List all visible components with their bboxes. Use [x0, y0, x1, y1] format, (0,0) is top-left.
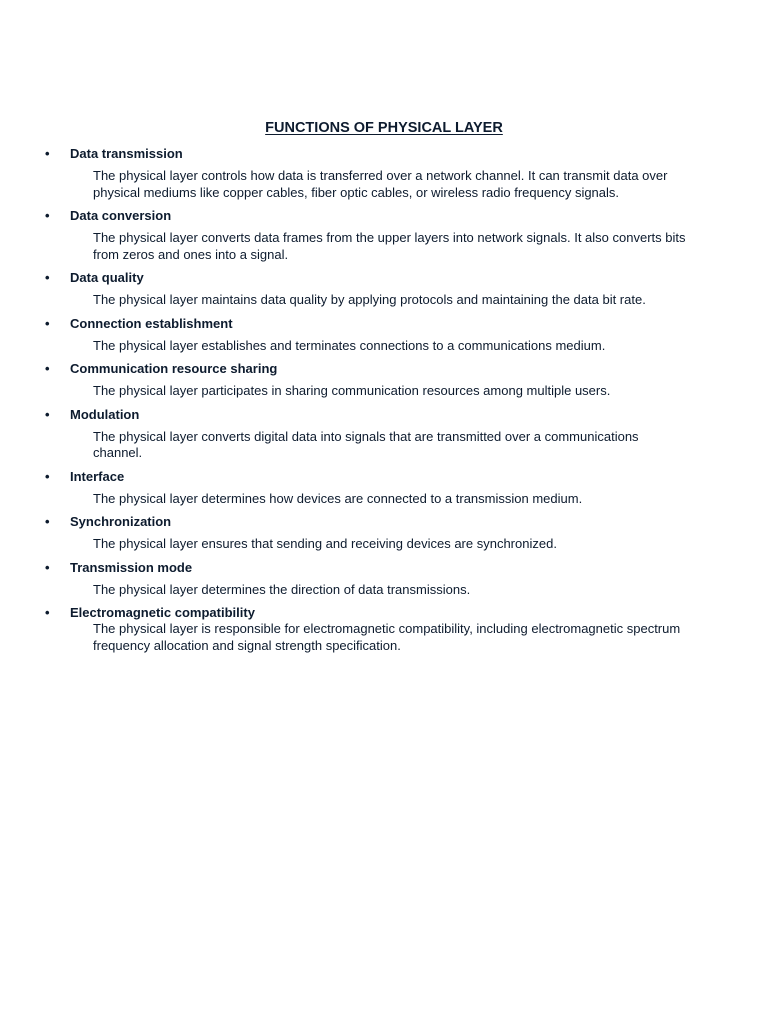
item-heading: Electromagnetic compatibility [70, 605, 255, 620]
list-item [0, 269, 768, 309]
bullet-icon: • [45, 361, 50, 376]
item-description: The physical layer is responsible for electromagnetic compatibility, including electromagnetic spectrum frequency allocation and signal strength specification. [93, 621, 681, 653]
bullet-icon: • [45, 208, 50, 223]
item-description: The physical layer converts digital data into signals that are transmitted over a communications channel. [93, 428, 639, 460]
bullet-icon: • [45, 559, 50, 575]
item-description: The physical layer maintains data quality by applying protocols and maintaining the data bit rate. [93, 292, 646, 307]
item-heading: Modulation [70, 406, 140, 422]
item-description: The physical layer determines the direction of data transmissions. [93, 581, 471, 597]
bullet-icon: • [45, 468, 50, 484]
item-heading: Data conversion [70, 208, 172, 223]
item-description: The physical layer determines how devices are connected to a transmission medium. [93, 490, 583, 506]
list-item [0, 145, 768, 201]
list-item [0, 468, 768, 508]
list-item [0, 207, 768, 263]
bullet-icon: • [45, 605, 50, 620]
item-heading: Synchronization [70, 514, 172, 529]
item-heading: Connection establishment [70, 315, 233, 331]
bullet-icon: • [45, 270, 50, 285]
item-description: The physical layer ensures that sending and receiving devices are synchronized. [93, 536, 557, 551]
item-heading: Interface [70, 468, 125, 484]
item-description: The physical layer establishes and terminates connections to a communications medium. [93, 337, 606, 353]
bullet-icon: • [45, 315, 50, 331]
function-list [0, 145, 768, 660]
list-item [0, 604, 768, 654]
item-description: The physical layer converts data frames from the upper layers into network signals. It also converts bits from zeros and ones into a signal. [93, 230, 686, 262]
bullet-icon: • [45, 406, 50, 422]
page-title: FUNCTIONS OF PHYSICAL LAYER [265, 120, 503, 136]
item-heading: Data quality [70, 270, 144, 285]
list-item [0, 513, 768, 553]
item-heading: Data transmission [70, 146, 183, 161]
item-description: The physical layer controls how data is transferred over a network channel. It can transmit data over physical mediums like copper cables, fiber optic cables, or wireless radio frequency signals. [93, 168, 668, 200]
bullet-icon: • [45, 146, 50, 161]
bullet-icon: • [45, 514, 50, 529]
item-description: The physical layer participates in sharing communication resources among multiple users. [93, 383, 611, 398]
list-item [0, 360, 768, 400]
list-item [0, 559, 768, 599]
item-heading: Transmission mode [70, 559, 193, 575]
item-heading: Communication resource sharing [70, 361, 278, 376]
list-item [0, 406, 768, 462]
list-item [0, 315, 768, 355]
